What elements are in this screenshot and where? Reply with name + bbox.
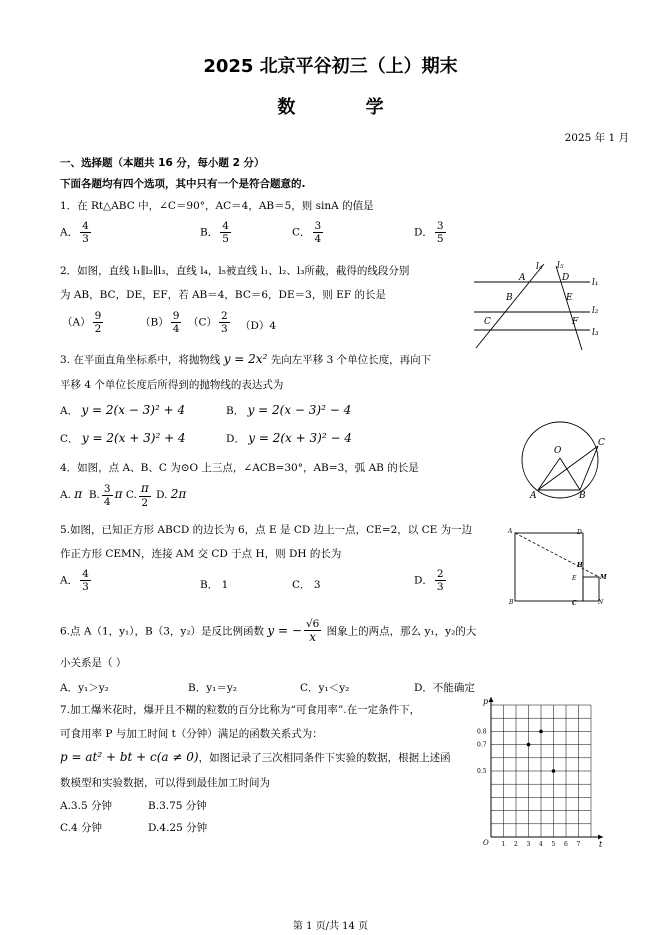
q7-line3-text: ，如图记录了三次相同条件下实验的数据，根据上述函 [198, 752, 451, 764]
q6-option-b-expr: y₁＝y₂ [206, 682, 238, 694]
q5-option-c-expr: 3 [313, 579, 321, 591]
radius-ob [560, 458, 580, 490]
label-D: D [562, 273, 570, 283]
q7-option-c-expr: 4 分钟 [71, 822, 103, 834]
q5-option-c-label: C． [292, 579, 311, 591]
q3-option-a[interactable] [60, 403, 185, 418]
q1-a-num: 4 [82, 220, 89, 232]
origin-label: O [483, 839, 489, 847]
label-E: E [566, 293, 573, 303]
q2-option-b[interactable] [140, 310, 183, 335]
radius-oa [538, 458, 560, 490]
q7-option-b[interactable] [148, 798, 207, 813]
q1-stem: 1．在 Rt△ABC 中，∠C＝90°，AC＝4，AB＝5，则 sinA 的值是 [60, 200, 374, 212]
q7-function-eq: p = at² + bt + c(a ≠ 0) [60, 750, 199, 764]
q2-option-b-label: （B） [140, 316, 169, 329]
page-footer: 第 1 页/共 14 页 [292, 921, 369, 932]
q4-c-den: 2 [141, 496, 149, 509]
q3-original-parabola: y = 2x² [223, 352, 268, 366]
q7-line4: 数模型和实验数据，可以得到最佳加工时间为 [60, 777, 270, 789]
q7-line3 [60, 750, 451, 765]
q6-line1-text-b: 图象上的两点，那么 y₁，y₂的大 [326, 625, 477, 638]
q2-d-value: 4 [269, 320, 277, 332]
q6-option-c-label: C． [300, 682, 319, 694]
q2-c-num: 2 [221, 310, 228, 322]
data-point [527, 743, 531, 747]
q5-option-a[interactable] [60, 568, 93, 593]
q4-circle-figure [510, 414, 615, 504]
label-l3: l₃ [592, 328, 599, 338]
x-tick-label: 4 [539, 841, 543, 848]
q1-d-den: 5 [436, 233, 444, 246]
q4-option-b[interactable] [88, 482, 123, 508]
q6-option-d-label: D． [414, 682, 433, 694]
q3-option-d-expr: y = 2(x + 3)² − 4 [248, 431, 352, 445]
q1-b-den: 5 [222, 233, 229, 246]
q7-line2: 可食用率 P 与加工时间 t（分钟）满足的函数关系式为： [60, 728, 323, 740]
q2-a-den: 2 [94, 323, 102, 336]
label-B: B [506, 293, 513, 303]
q4-b-den: 4 [103, 495, 111, 508]
q7-option-a-expr: 3.5 分钟 [70, 800, 112, 812]
x-tick-label: 6 [564, 841, 568, 848]
q3-line1-text: 3. 在平面直角坐标系中，将抛物线 [60, 354, 221, 366]
section-instruction: 下面各题均有四个选项，其中只有一个是符合题意的. [60, 178, 306, 190]
q3-option-d-label: D． [226, 433, 245, 445]
q5-line1: 5.如图，已知正方形 ABCD 的边长为 6，点 E 是 CD 边上一点，CE=2，以 CE 为一边 [60, 524, 473, 536]
q6-option-b-label: B． [188, 682, 207, 694]
label-B: B [579, 491, 586, 501]
q2-line1: 2．如图，直线 l₁∥l₂∥l₃，直线 l₄，l₅被直线 l₁、l₂、l₃所截，截得的线段分别 [60, 265, 410, 277]
label-M: M [600, 574, 607, 581]
q3-option-b[interactable] [226, 403, 351, 418]
label-A: A [508, 528, 513, 535]
q4-options [60, 482, 186, 509]
q3-option-c-label: C． [60, 433, 79, 445]
q6-option-a-expr: y₁＞y₂ [78, 682, 109, 694]
q5-option-b[interactable] [200, 577, 228, 592]
label-l1: l₁ [592, 278, 599, 288]
q1-b-num: 4 [222, 220, 229, 232]
page-title: 2025 北京平谷初三（上）期末 [203, 56, 458, 77]
q2-option-a[interactable] [62, 310, 105, 335]
x-axis-arrow [598, 835, 603, 840]
q1-option-a[interactable] [60, 220, 93, 245]
q4-option-a-label: A. [60, 489, 71, 502]
exam-date: 2025 年 1 月 [564, 132, 629, 144]
q4-option-b-label: B. [88, 489, 100, 502]
data-point [552, 769, 556, 773]
x-tick-label: 3 [526, 841, 531, 848]
label-C: C [572, 600, 577, 607]
section-heading: 一、选择题（本题共 16 分，每小题 2 分） [60, 157, 265, 169]
q3-option-b-label: B． [226, 405, 245, 417]
label-A: A [519, 273, 526, 283]
q1-option-b-label: B． [200, 226, 219, 239]
q2-option-c[interactable] [188, 310, 232, 335]
q1-option-a-label: A． [60, 226, 79, 239]
x-tick-label: 5 [551, 841, 556, 848]
q3-option-a-label: A． [60, 405, 79, 417]
q2-option-a-label: （A） [62, 316, 91, 329]
q5-option-d-label: D． [414, 574, 433, 587]
q5-d-den: 3 [436, 581, 444, 594]
q1-c-den: 4 [314, 233, 322, 246]
q1-option-d-label: D． [414, 226, 433, 239]
q4-option-c[interactable] [125, 481, 153, 509]
q5-line2: 作正方形 CEMN，连接 AM 交 CD 于点 H，则 DH 的长为 [60, 548, 342, 560]
y-axis-label: p [483, 697, 489, 706]
x-tick-label: 2 [514, 841, 518, 848]
q7-option-b-label: B. [148, 800, 160, 812]
label-B: B [509, 599, 514, 606]
q3-option-a-expr: y = 2(x − 3)² + 4 [81, 403, 186, 417]
q6-function-den: x [309, 630, 317, 645]
y-tick-label: 0.7 [477, 741, 487, 749]
q2-parallel-lines-figure [462, 258, 612, 350]
label-l2: l₂ [592, 306, 599, 316]
q3-option-d[interactable] [226, 431, 352, 446]
label-N: N [598, 599, 604, 606]
x-axis-label: t [599, 840, 603, 849]
y-tick-label: 0.5 [477, 768, 487, 775]
subject-title: 数 学 [277, 97, 416, 118]
square-cemn [583, 577, 599, 601]
q5-option-c[interactable] [292, 577, 321, 592]
q4-option-d-expr: 2π [170, 487, 187, 502]
label-l5: l₅ [557, 261, 564, 271]
q4-option-d[interactable] [156, 489, 186, 501]
q1-option-b[interactable] [200, 220, 233, 245]
q2-b-den: 4 [172, 323, 180, 336]
q1-c-num: 3 [314, 220, 322, 232]
q1-a-den: 3 [82, 233, 89, 246]
q6-option-d[interactable] [414, 680, 475, 695]
q4-option-a[interactable] [60, 489, 82, 501]
q6-line1-text: 6.点 A（1，y₁），B（3，y₂）是反比例函数 [60, 625, 265, 638]
q7-scatter-chart [475, 697, 615, 849]
label-D: D [577, 529, 582, 536]
label-E: E [572, 575, 577, 582]
q5-option-a-label: A． [60, 574, 79, 587]
label-C: C [598, 438, 605, 448]
q7-option-c-label: C. [60, 822, 71, 834]
q2-option-d-label: （D） [240, 320, 270, 332]
y-tick-label: 0.8 [477, 728, 487, 736]
q6-option-c-expr: y₁＜y₂ [318, 682, 350, 694]
q4-b-num: 3 [103, 482, 111, 495]
q3-option-c-expr: y = 2(x + 3)² + 4 [81, 431, 186, 445]
q7-option-c[interactable] [60, 820, 102, 835]
q6-option-a-label: A． [60, 682, 79, 694]
label-l4: l₄ [536, 262, 543, 272]
q1-d-num: 3 [436, 220, 444, 232]
q1-option-c[interactable] [292, 220, 325, 245]
q6-option-c[interactable] [300, 680, 349, 695]
q6-option-a[interactable] [60, 680, 109, 695]
q7-line1: 7.加工爆米花时，爆开且不糊的粒数的百分比称为“可食用率”.在一定条件下， [60, 704, 421, 716]
q7-option-d-expr: 4.25 分钟 [159, 822, 208, 834]
q5-squares-figure [505, 525, 625, 607]
q2-b-num: 9 [172, 310, 180, 322]
q4-option-d-label: D. [156, 489, 168, 502]
q5-option-b-expr: 1 [221, 579, 229, 591]
segment-am [515, 533, 599, 577]
q4-stem: 4．如图，点 A、B、C 为⊙O 上三点，∠ACB=30°，AB=3，弧 AB 的长是 [60, 462, 419, 474]
q4-c-num: π [140, 481, 149, 495]
label-C: C [484, 317, 491, 327]
q7-option-d[interactable] [148, 820, 207, 835]
q3-line1-text-b: 先向左平移 3 个单位长度，再向下 [270, 354, 432, 366]
q2-option-c-label: （C） [188, 316, 218, 329]
q3-line1 [60, 352, 431, 367]
label-F: F [572, 317, 579, 327]
q3-option-b-expr: y = 2(x − 3)² − 4 [247, 403, 352, 417]
q2-line2: 为 AB，BC，DE，EF，若 AB＝4，BC＝6，DE＝3，则 EF 的长是 [60, 289, 386, 301]
q7-option-a-label: A. [60, 800, 71, 812]
q1-option-d[interactable] [414, 220, 448, 245]
q7-option-a[interactable] [60, 798, 112, 813]
q7-option-d-label: D. [148, 822, 160, 834]
q5-option-b-label: B． [200, 579, 219, 591]
q6-option-b[interactable] [188, 680, 237, 695]
q3-option-c[interactable] [60, 431, 186, 446]
q4-option-c-label: C. [125, 489, 137, 502]
q6-line1 [60, 618, 476, 645]
line-l4 [476, 264, 544, 348]
label-O: O [554, 446, 562, 456]
q5-a-den: 3 [82, 581, 89, 594]
q2-c-den: 3 [221, 323, 228, 336]
data-point [539, 730, 543, 734]
square-abcd [515, 533, 583, 601]
q1-option-c-label: C． [292, 226, 311, 239]
q3-line2: 平移 4 个单位长度后所得到的抛物线的表达式为 [60, 379, 284, 391]
x-tick-label: 7 [576, 841, 581, 848]
x-tick-label: 1 [501, 841, 506, 848]
q5-option-d[interactable] [414, 568, 448, 593]
label-H: H [577, 562, 583, 569]
q5-d-num: 2 [436, 568, 444, 580]
y-axis-arrow [489, 697, 494, 702]
q6-function-lhs: y = − [267, 623, 302, 638]
circle-o [522, 422, 598, 498]
q4-b-suffix: π [114, 487, 123, 502]
q2-option-d[interactable] [240, 318, 276, 333]
label-A: A [530, 491, 537, 501]
q6-option-d-expr: 不能确定 [432, 682, 475, 694]
q2-a-num: 9 [94, 310, 102, 322]
q4-option-a-expr: π [74, 487, 83, 502]
q7-option-b-expr: 3.75 分钟 [159, 800, 207, 812]
q6-line2: 小关系是（ ） [60, 657, 127, 669]
q5-a-num: 4 [82, 568, 89, 580]
q6-function-num: √6 [305, 618, 320, 630]
